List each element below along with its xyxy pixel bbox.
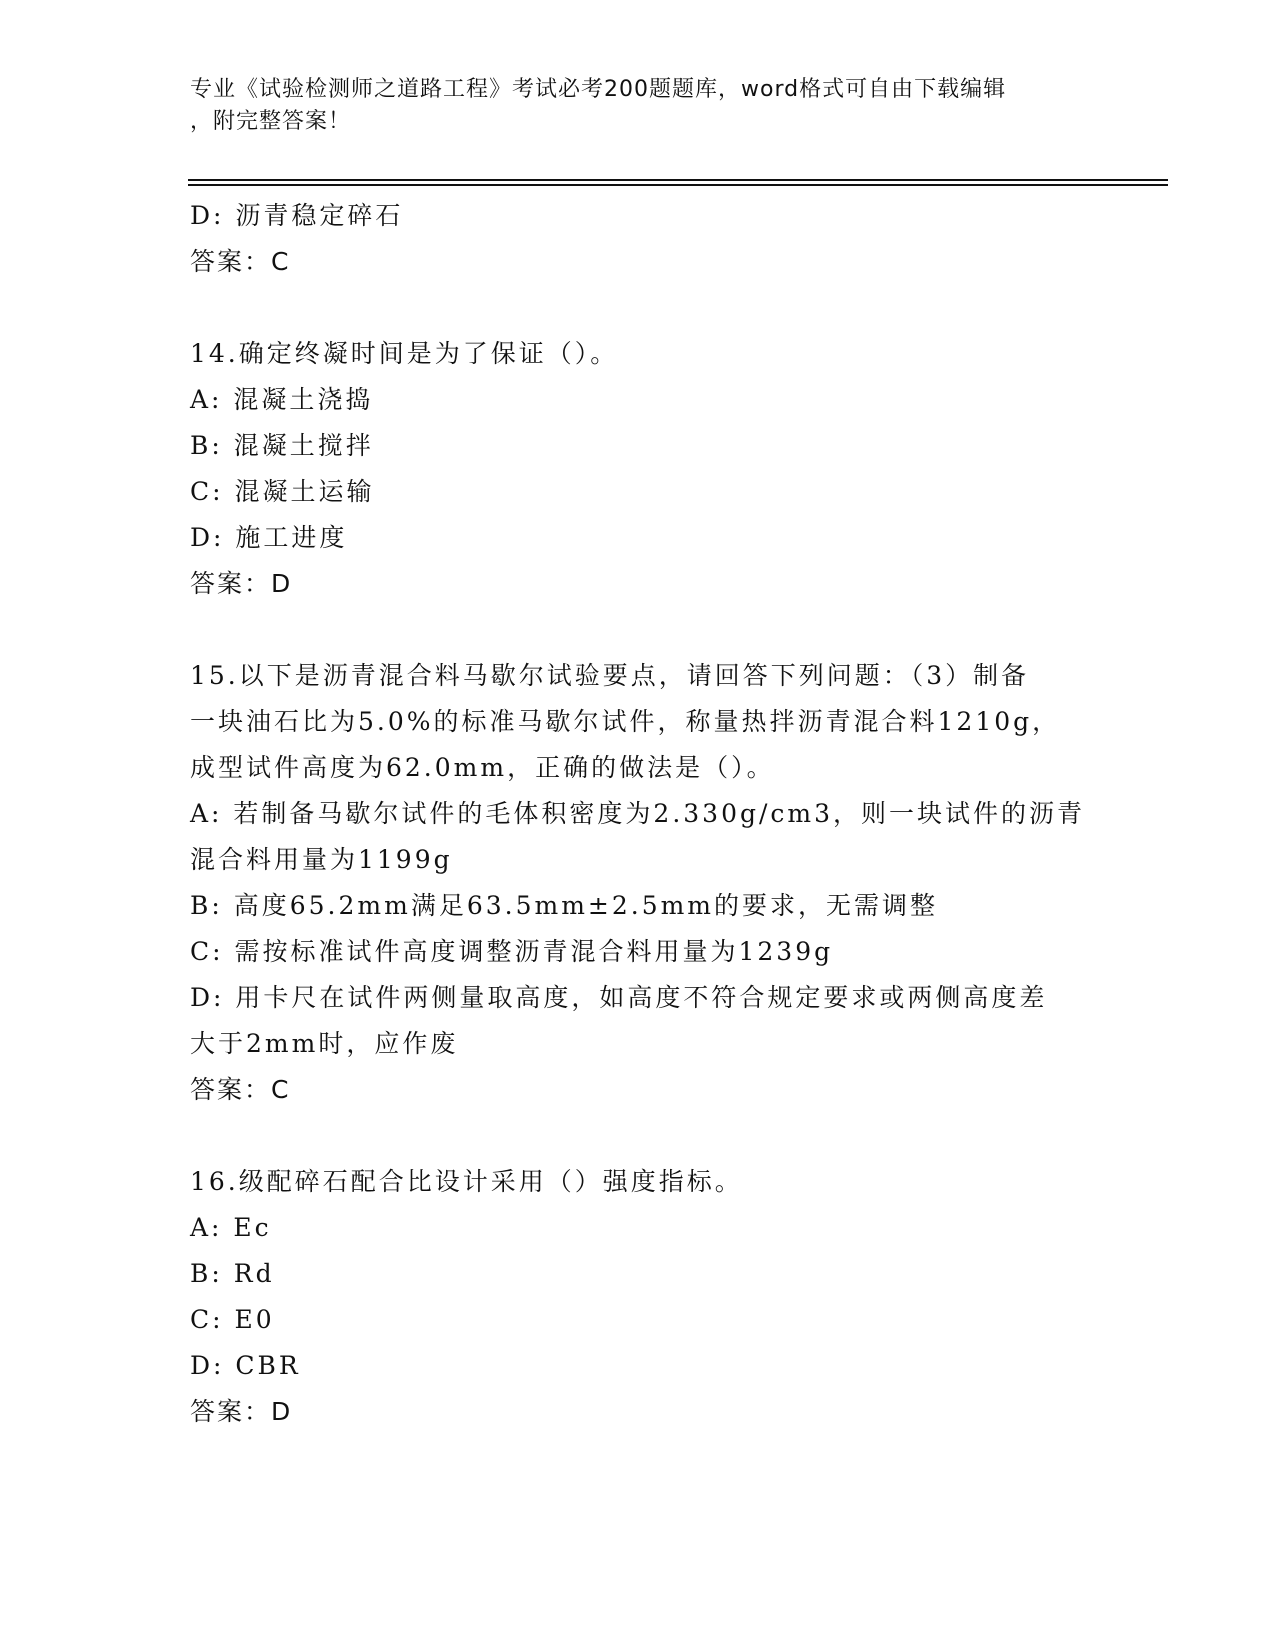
option-b: B: 混凝土搅拌	[190, 431, 374, 460]
option-b: B: Rd	[190, 1259, 275, 1288]
option-a-line-2: 混合料用量为1199g	[190, 845, 453, 874]
option-a-line-1: A: 若制备马歇尔试件的毛体积密度为2.330g/cm3，则一块试件的沥青	[190, 799, 1086, 828]
option-d: D: 沥青稳定碎石	[190, 201, 404, 230]
question-stem-line-3: 成型试件高度为62.0mm，正确的做法是（）。	[190, 753, 775, 782]
option-d: D: 施工进度	[190, 523, 348, 552]
spacer	[190, 607, 1120, 653]
option-d-line-1: D: 用卡尺在试件两侧量取高度，如高度不符合规定要求或两侧高度差	[190, 983, 1048, 1012]
page-header	[190, 74, 1090, 138]
option-d: D: CBR	[190, 1351, 301, 1380]
question-16	[190, 1159, 1120, 1435]
spacer	[190, 285, 1120, 331]
answer-line: 答案：D	[190, 1397, 293, 1426]
header-title-line-2: ，附完整答案！	[190, 109, 352, 134]
spacer	[190, 1113, 1120, 1159]
option-c: C: 混凝土运输	[190, 477, 375, 506]
answer-line: 答案：C	[190, 1075, 291, 1104]
option-a: A: 混凝土浇捣	[190, 385, 374, 414]
question-stem-line-1: 15.以下是沥青混合料马歇尔试验要点，请回答下列问题：（3）制备	[190, 661, 1030, 690]
question-stem: 14.确定终凝时间是为了保证（）。	[190, 339, 619, 368]
header-rule-bottom	[188, 184, 1168, 186]
answer-line: 答案：D	[190, 569, 293, 598]
answer-line: 答案：C	[190, 247, 291, 276]
option-d-line-2: 大于2mm时，应作废	[190, 1029, 459, 1058]
question-15	[190, 653, 1120, 1113]
option-a: A: Ec	[190, 1213, 272, 1242]
question-stem-line-2: 一块油石比为5.0%的标准马歇尔试件，称量热拌沥青混合料1210g，	[190, 707, 1061, 736]
question-stem: 16.级配碎石配合比设计采用（）强度指标。	[190, 1167, 743, 1196]
question-list	[190, 193, 1120, 1435]
header-title-line-1: 专业《试验检测师之道路工程》考试必考200题题库，word格式可自由下载编辑	[190, 77, 1007, 102]
question-14	[190, 331, 1120, 607]
option-c: C: E0	[190, 1305, 275, 1334]
header-rule-top	[188, 179, 1168, 181]
option-c: C: 需按标准试件高度调整沥青混合料用量为1239g	[190, 937, 834, 966]
option-b: B: 高度65.2mm满足63.5mm±2.5mm的要求，无需调整	[190, 891, 939, 920]
previous-question-tail	[190, 193, 1120, 285]
